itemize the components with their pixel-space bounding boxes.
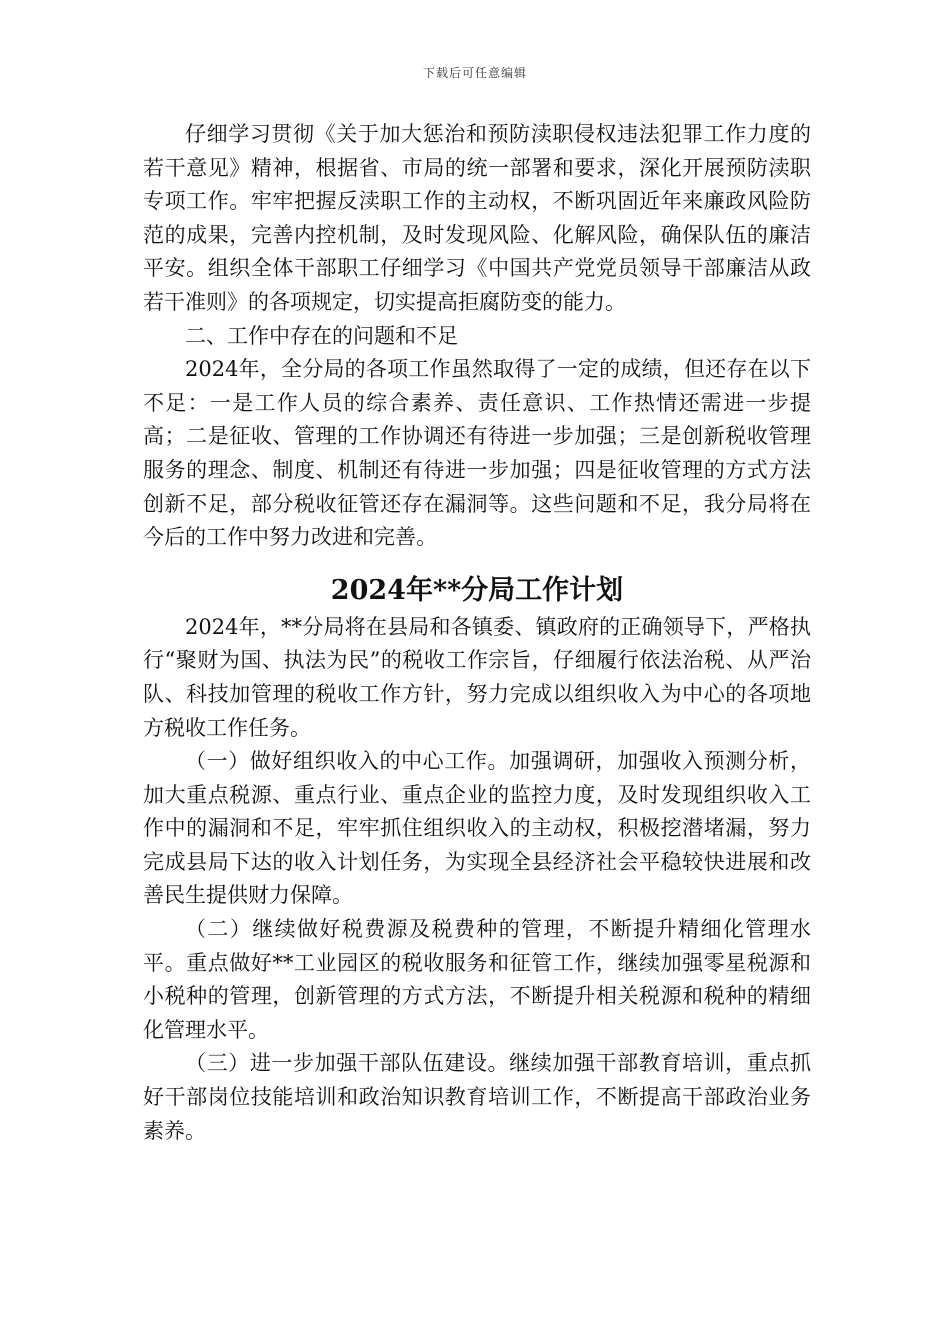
document-title: 2024年**分局工作计划 [330,574,624,606]
body-paragraph: 仔细学习贯彻《关于加大惩治和预防渎职侵权违法犯罪工作力度的若干意见》精神，根据省、市局的统一部署和要求，深化开展预防渎职专项工作。牢牢把握反渎职工作的主动权，不断巩固近年来廉政风险防范的成果，完善内控机制，及时发现风险、化解风险，确保队伍的廉洁平安。组织全体干部职工仔细学习《中国共产党党员领导干部廉洁从政若干准则》的各项规定，切实提高拒腐防变的能力。 [143,122,811,314]
plan-item-paragraph: （二）继续做好税费源及税费种的管理，不断提升精细化管理水平。重点做好**工业园区的税收服务和征管工作，继续加强零星税源和小税种的管理，创新管理的方式方法，不断提升相关税源和税种的精细化管理水平。 [143,917,811,1042]
document-body [143,118,811,1148]
section-heading: 二、工作中存在的问题和不足 [185,323,458,348]
plan-item-paragraph: （一）做好组织收入的中心工作。加强调研，加强收入预测分析，加大重点税源、重点行业、重点企业的监控力度，及时发现组织收入工作中的漏洞和不足，牢牢抓住组织收入的主动权，积极挖潜堵漏，努力完成县局下达的收入计划任务，为实现全县经济社会平稳较快进展和改善民生提供财力保障。 [143,749,811,908]
page-header: 下载后可任意编辑 [422,66,527,80]
plan-item-paragraph: （三）进一步加强干部队伍建设。继续加强干部教育培训，重点抓好干部岗位技能培训和政治知识教育培训工作，不断提高干部政治业务素养。 [143,1051,811,1143]
plan-intro-paragraph: 2024年，**分局将在县局和各镇委、镇政府的正确领导下，严格执行“聚财为国、执法为民”的税收工作宗旨，仔细履行依法治税、从严治队、科技加管理的税收工作方针，努力完成以组织收入为中心的各项地方税收工作任务。 [143,614,811,740]
body-paragraph: 2024年，全分局的各项工作虽然取得了一定的成绩，但还存在以下不足：一是工作人员的综合素养、责任意识、工作热情还需进一步提高；二是征收、管理的工作协调还有待进一步加强；三是创新税收管理服务的理念、制度、机制还有待进一步加强；四是征收管理的方式方法创新不足，部分税收征管还存在漏洞等。这些问题和不足，我分局将在今后的工作中努力改进和完善。 [143,357,811,550]
